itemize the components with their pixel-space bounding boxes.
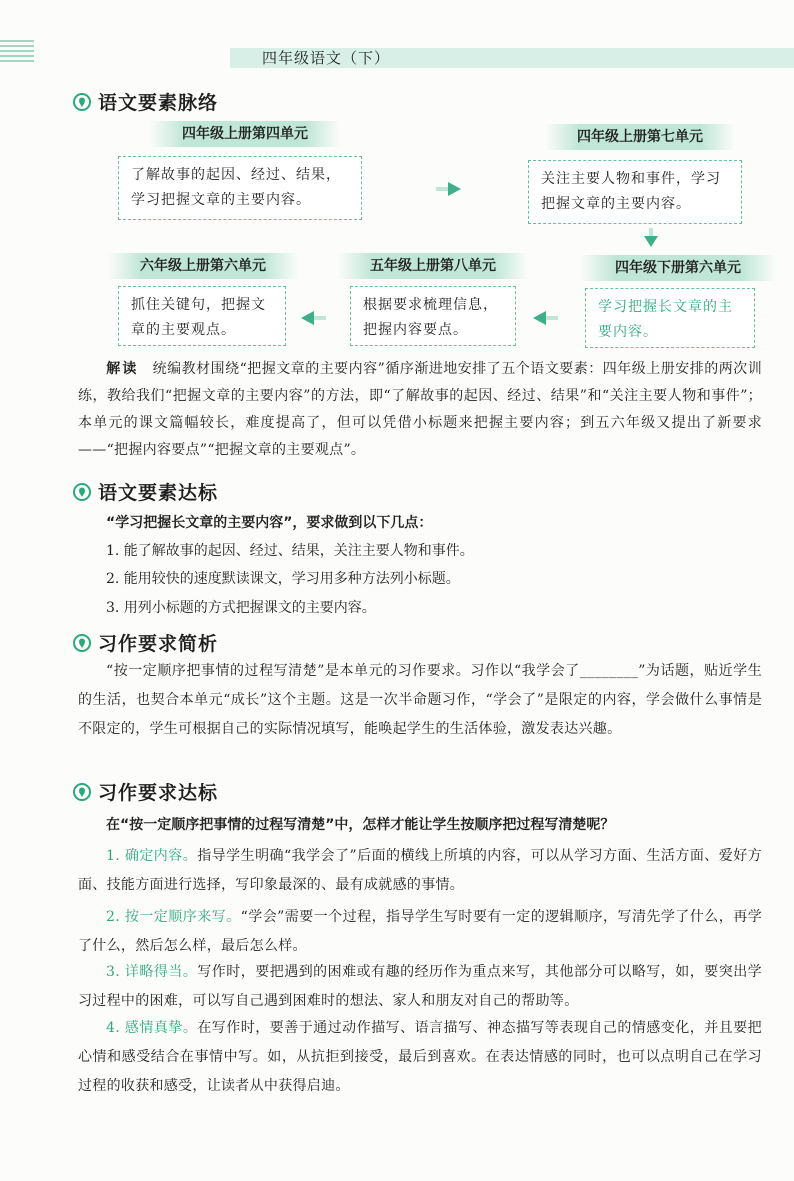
writing-point — [78, 842, 762, 900]
section-title: 语文要素脉络 — [98, 92, 219, 114]
writing-point-body: “学会”需要一个过程，指导学生写时要有一定的逻辑顺序，写清先学了什么，再学了什么，然后怎么样，最后怎么样。 — [78, 909, 762, 954]
interpretation-key: 解读 — [106, 361, 139, 377]
section-heading-1 — [72, 88, 218, 115]
writing-point-body: 指导学生明确“我学会了”后面的横线上所填的内容，可以从学习方面、生活方面、爱好方面、技能方面进行选择，写印象最深的、最有成就感的事情。 — [78, 848, 762, 893]
flow-box-5: 抓住关键句，把握文章的主要观点。 — [118, 286, 286, 346]
arrow-left-icon — [300, 310, 326, 326]
writing-point-body: 在写作时，要善于通过动作描写、语言描写、神态描写等表现自己的情感变化，并且要把心情和感受结合在事情中写。如，从抗拒到接受，最后到喜欢。在表达情感的同时，也可以点明自己在学习过程的收获和感受，让读者从中获得启迪。 — [78, 1020, 762, 1094]
flow-label-2: 四年级上册第七单元 — [545, 124, 735, 150]
standard-intro: “学习把握长文章的主要内容”，要求做到以下几点： — [106, 515, 433, 531]
page-header-title: 四年级语文（下） — [262, 49, 391, 67]
section-title: 习作要求达标 — [98, 782, 219, 804]
interpretation-paragraph — [78, 356, 762, 464]
flow-label-1: 四年级上册第四单元 — [150, 121, 340, 147]
arrow-right-icon — [436, 181, 462, 197]
section-heading-3 — [72, 629, 218, 656]
flow-label-4: 五年级上册第八单元 — [338, 253, 528, 279]
writing-point-body: 写作时，要把遇到的困难或有趣的经历作为重点来写，其他部分可以略写，如，要突出学习过程中的困难，可以写自己遇到困难时的想法、家人和朋友对自己的帮助等。 — [78, 964, 762, 1009]
location-pin-icon — [72, 633, 92, 653]
writing-point-head: 4. 感情真挚。 — [106, 1020, 198, 1036]
writing-point-head: 1. 确定内容。 — [106, 848, 198, 864]
arrow-left-icon — [532, 310, 558, 326]
analysis-paragraph: “按一定顺序把事情的过程写清楚”是本单元的习作要求。习作以“我学会了________”为话题，贴近学生的生活，也契合本单元“成长”这个主题。这是一次半命题习作，“学会了”是限定的内容，学会做什么事情是不限定的，学生可根据自己的实际情况填写，能唤起学生的生活体验，激发表达兴趣。 — [78, 663, 762, 737]
standard-item: 3. 用列小标题的方式把握课文的主要内容。 — [106, 600, 376, 616]
flow-box-3: 学习把握长文章的主要内容。 — [585, 288, 755, 348]
writing-point — [78, 958, 762, 1016]
standard-item: 2. 能用较快的速度默读课文，学习用多种方法列小标题。 — [106, 571, 460, 587]
flow-label-3: 四年级下册第六单元 — [580, 255, 776, 281]
section-title: 语文要素达标 — [98, 482, 219, 504]
section-title: 习作要求简析 — [98, 633, 219, 655]
section-heading-4 — [72, 778, 218, 805]
arrow-down-icon — [643, 228, 659, 248]
writing-point-head: 2. 按一定顺序来写。 — [106, 909, 241, 925]
writing-point — [78, 903, 762, 961]
writing-question: 在“按一定顺序把事情的过程写清楚”中，怎样才能让学生按顺序把过程写清楚呢？ — [106, 817, 615, 833]
location-pin-icon — [72, 92, 92, 112]
flow-box-1: 了解故事的起因、经过、结果，学习把握文章的主要内容。 — [118, 156, 362, 220]
location-pin-icon — [72, 482, 92, 502]
location-pin-icon — [72, 782, 92, 802]
interpretation-text: 统编教材围绕“把握文章的主要内容”循序渐进地安排了五个语文要素：四年级上册安排的两次训练，教给我们“把握文章的主要内容”的方法，即“了解故事的起因、经过、结果”和“关注主要人物和事件”；本单元的课文篇幅较长，难度提高了，但可以凭借小标题来把握主要内容；到五六年级又提出了新要求——“把握内容要点”“把握文章的主要观点”。 — [78, 361, 763, 458]
writing-point-head: 3. 详略得当。 — [106, 964, 198, 980]
flow-label-5: 六年级上册第六单元 — [108, 253, 298, 279]
writing-point — [78, 1014, 762, 1101]
standard-item: 1. 能了解故事的起因、经过、结果，关注主要人物和事件。 — [106, 543, 474, 559]
flow-box-4: 根据要求梳理信息，把握内容要点。 — [350, 286, 516, 346]
flow-box-2: 关注主要人物和事件，学习把握文章的主要内容。 — [528, 160, 742, 224]
section-heading-2 — [72, 478, 218, 505]
